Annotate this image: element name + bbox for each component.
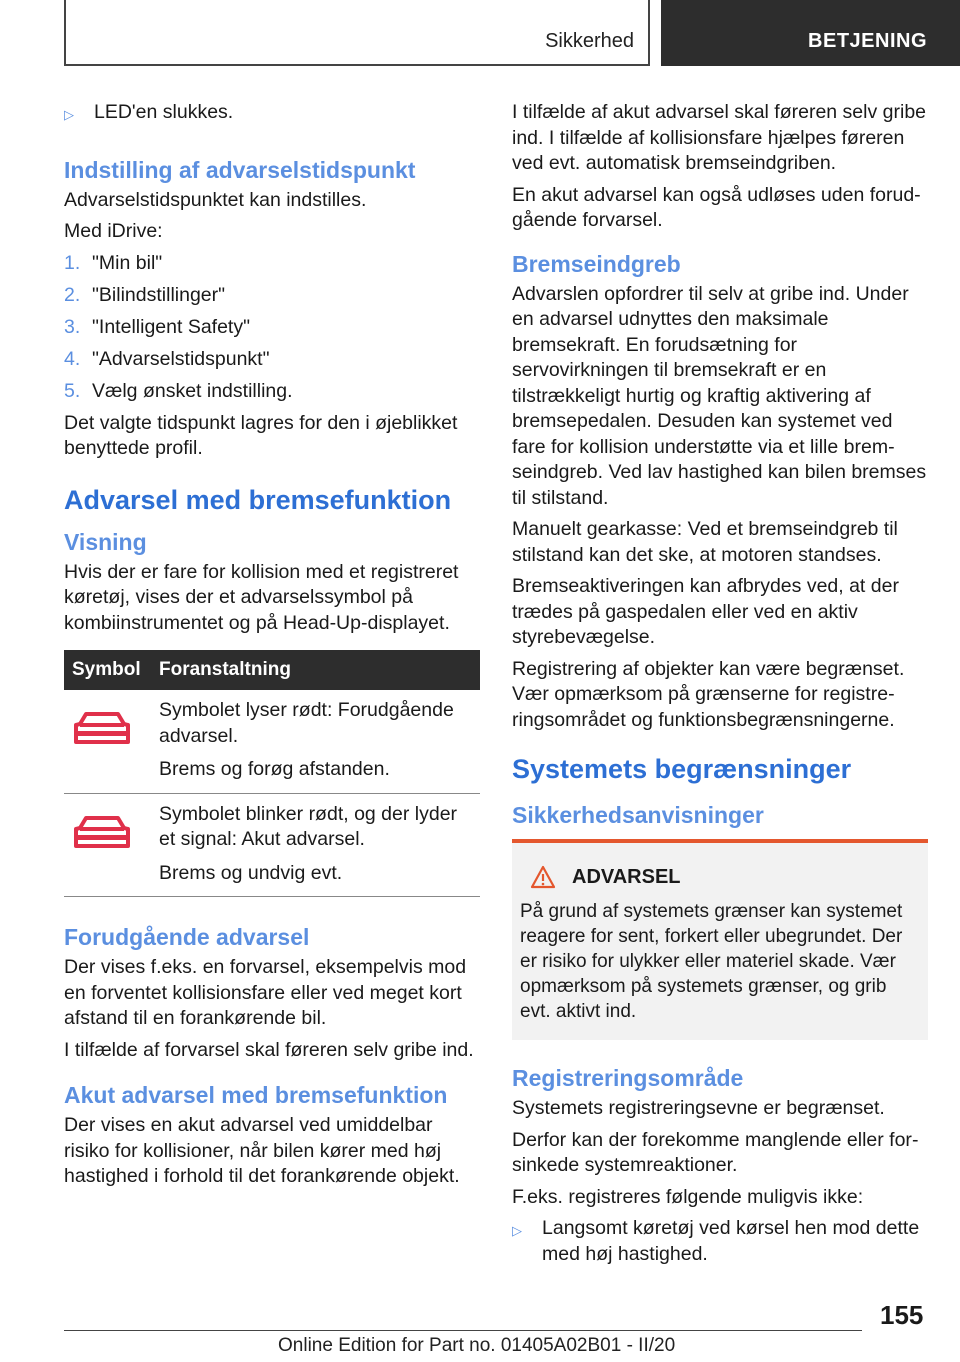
paragraph: Derfor kan der forekomme manglende eller forsinkede systemreaktioner. — [512, 1128, 919, 1176]
list-item: ▷ Langsomt køretøj ved kørsel hen mod dette med høj hastighed. — [512, 1216, 928, 1267]
left-column — [64, 100, 480, 1196]
heading-bremseindgreb: Bremseindgreb — [512, 250, 681, 277]
list-item: 4. "Advarselstidspunkt" — [64, 347, 270, 370]
heading-sikkerhed: Sikkerhedsanvisninger — [512, 802, 764, 828]
footer-text: Online Edition for Part no. 01405A02B01 - II/20 — [278, 1335, 676, 1356]
symbol-table — [64, 650, 480, 897]
steps-list — [64, 251, 480, 405]
page-number: 155 — [880, 1300, 924, 1330]
table-header-foranstaltning: Foranstaltning — [151, 650, 480, 690]
car-warning-icon — [72, 812, 132, 852]
right-column — [512, 100, 928, 1273]
paragraph: F.eks. registreres følgende muligvis ikke: — [512, 1185, 864, 1208]
heading-advarsel: Advarsel med bremsefunktion — [64, 484, 452, 515]
table-row: Symbolet blinker rødt, og der lyder et signal: Akut advarsel. Brems og undvig evt. — [64, 793, 480, 897]
paragraph: Manuelt gearkasse: Ved et bremseindgreb til stilstand kan det ske, at motoren standses. — [512, 518, 898, 566]
heading-registrering: Registreringsområde — [512, 1065, 744, 1091]
header-section-box — [64, 0, 650, 66]
list-item: 2. "Bilindstillinger" — [64, 283, 226, 306]
paragraph: I tilfælde af forvarsel skal føreren selv gribe ind. — [64, 1038, 474, 1061]
triangle-bullet-icon: ▷ — [512, 1223, 522, 1238]
paragraph: Der vises en akut advarsel ved umiddelbar risiko for kollisioner, når bilen kører med høj hastighed i forhold til det forankørende objekt. — [64, 1114, 460, 1187]
paragraph: Advarselstidspunktet kan indstilles. — [64, 188, 367, 211]
paragraph: Advarslen opfordrer til selv at gribe ind. Under en advarsel udnyttes den maksimale bremsekraft. En forudsætning for servovirkningen til bremsekraft er en tilstrækkeligt hurtig og kraftig aktivering af bremsepedalen. Desuden kan systemet ved fare for kollision understøtte via et lille bremseindgreb. Ved lav hastighed kan bilen bremses til stilstand. — [512, 282, 927, 509]
triangle-bullet-icon: ▷ — [64, 107, 74, 122]
table-row: Symbolet lyser rødt: Forudgående advarsel. Brems og forøg afstanden. — [64, 690, 480, 793]
heading-indstilling: Indstilling af advarselstidspunkt — [64, 156, 416, 183]
footer-divider — [64, 1330, 862, 1331]
list-item: 3. "Intelligent Safety" — [64, 315, 251, 338]
heading-akut: Akut advarsel med bremsefunktion — [64, 1082, 448, 1108]
warning-title: ADVARSEL — [520, 865, 920, 889]
heading-visning: Visning — [64, 528, 147, 555]
paragraph: Med iDrive: — [64, 220, 163, 242]
page-header — [0, 0, 960, 66]
table-header-symbol: Symbol — [64, 650, 151, 690]
warning-box — [512, 839, 928, 1040]
list-item: ▷ LED'en slukkes. — [64, 100, 480, 128]
paragraph: Det valgte tidspunkt lagres for den i øjeblikket benyttede profil. — [64, 411, 458, 459]
list-item: 5. Vælg ønsket indstilling. — [64, 379, 293, 402]
warning-text: På grund af systemets grænser kan systemet reagere for sent, forkert eller ubegrundet. Der er risiko for ulykker eller materiel skade. Vær opmærksom på systemets grænser, og grib evt. aktivt ind. — [520, 901, 903, 1022]
heading-systemets: Systemets begrænsninger — [512, 754, 852, 784]
list-item: 1. "Min bil" — [64, 251, 163, 274]
warning-triangle-icon — [530, 865, 556, 889]
paragraph: Bremseaktiveringen kan afbrydes ved, at der trædes på gaspedalen eller ved en aktiv styrebevægelse. — [512, 575, 899, 648]
chapter-tab-label: BETJENING — [808, 30, 927, 52]
paragraph: Systemets registreringsevne er begrænset. — [512, 1097, 885, 1119]
paragraph: Registrering af objekter kan være begrænset. Vær opmærksom på grænserne for registreringsområdet og funktionsbegrænsningerne. — [512, 657, 905, 731]
paragraph: Der vises f.eks. en forvarsel, eksempelvis mod en forventet kollisionsfare eller ved meget kort afstand til en forankørende bil. — [64, 956, 467, 1029]
section-title: Sikkerhed — [545, 30, 634, 52]
paragraph: En akut advarsel kan også udløses uden forudgående forvarsel. — [512, 183, 921, 231]
heading-forudgaende: Forudgående advarsel — [64, 924, 310, 950]
car-warning-icon — [72, 708, 132, 748]
paragraph: Hvis der er fare for kollision med et registreret køretøj, vises der et advarselssymbol på kombiinstrumentet og på Head-Up-displayet. — [64, 560, 459, 634]
chapter-tab — [661, 0, 960, 66]
paragraph: I tilfælde af akut advarsel skal føreren selv gribe ind. I tilfælde af kollisionsfare hjælpes føreren ved evt. automatisk bremseindgriben. — [512, 101, 927, 174]
